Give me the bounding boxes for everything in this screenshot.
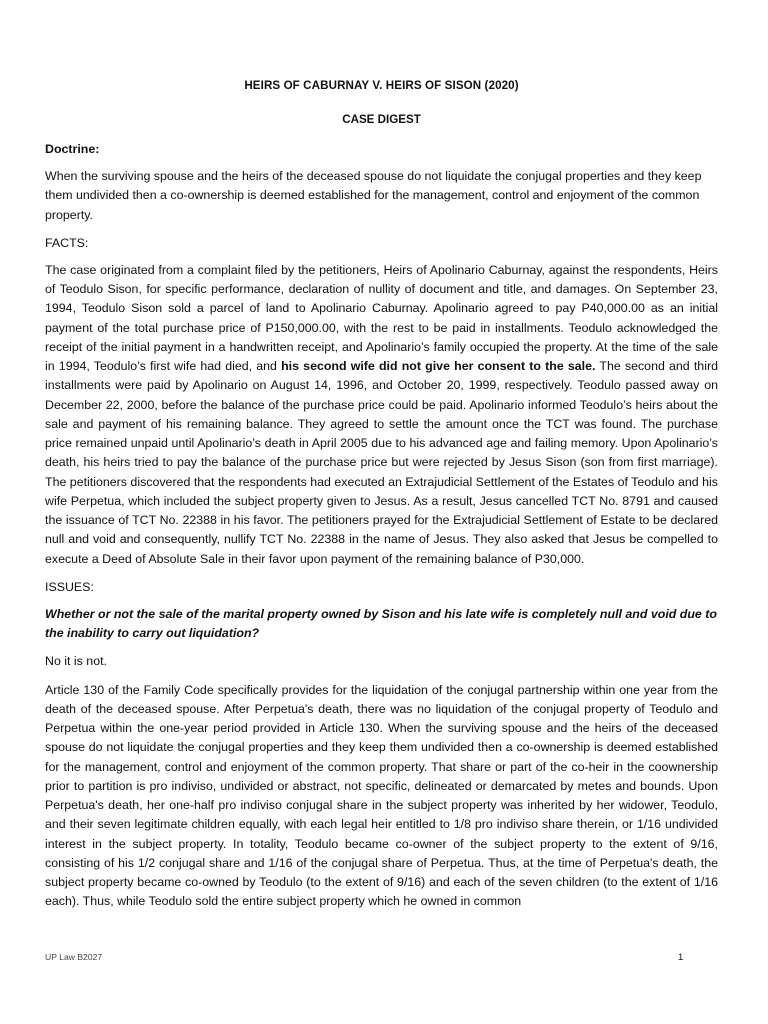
doctrine-heading: Doctrine: (45, 142, 100, 156)
ruling-paragraph: Article 130 of the Family Code specifically provides for the liquidation of the conjugal partnership within one year from the death of the deceased spouse. After Perpetua's death, there was no liquidation of the conjugal property of Teodulo and Perpetua within the one-year period provided in Article 130. When the surviving spouse and the heirs of the deceased spouse do not liquidate the conjugal properties and they keep them undivided then a co-ownership is deemed established for the management, control and enjoyment of the common property. That share or part of the co-heir in the coownership prior to partition is pro indiviso, undivided or abstract, not specific, delineated or demarcated by metes and bounds. Upon Perpetua's death, her one-half pro indiviso conjugal share in the subject property was inherited by her widower, Teodulo, and their seven legitimate children equally, with each legal heir entitled to 1/8 pro indiviso share therein, or 1/16 undivided interest in the subject property. In totality, Teodulo became co-owner of the subject property to the extent of 9/16, consisting of his 1/2 conjugal share and 1/16 of the conjugal share of Perpetua. Thus, at the time of Perpetua's death, the subject property became co-owned by Teodulo (to the extent of 9/16) and each of the seven children (to the extent of 1/16 each). Thus, while Teodulo sold the entire subject property which he owned in common (45, 682, 718, 909)
issue-question: Whether or not the sale of the marital property owned by Sison and his late wife is completely null and void due to the inability to carry out liquidation? (45, 606, 717, 640)
issue-answer: No it is not. (45, 654, 107, 669)
doctrine-text: When the surviving spouse and the heirs of the deceased spouse do not liquidate the conjugal properties and they keep them undivided then a co-ownership is deemed established for the management, control and enjoyment of the common property. (45, 169, 702, 222)
document-title: HEIRS OF CABURNAY V. HEIRS OF SISON (2020) (244, 79, 519, 92)
footer-label: UP Law B2027 (45, 952, 103, 962)
document-page (45, 78, 718, 921)
facts-label: FACTS: (45, 235, 89, 250)
facts-paragraph (45, 261, 718, 569)
facts-text-part1: The case originated from a complaint filed by the petitioners, Heirs of Apolinario Caburnay, against the respondents, Heirs of Teodulo Sison, for specific performance, declaration of nullity of document and title, and damages. On September 23, 1994, Teodulo Sison sold a parcel of land to Apolinario Caburnay. Apolinario agreed to pay P40,000.00 as an initial payment of the total purchase price of P150,000.00, with the rest to be paid in installments. Teodulo acknowledged the receipt of the initial payment in a handwritten receipt, and Apolinario’s family occupied the property. At the time of the sale in 1994, Teodulo’s first wife had died, and (45, 262, 718, 373)
facts-text-part2: The second and third installments were paid by Apolinario on August 14, 1996, and October 20, 1999, respectively. Teodulo passed away on December 22, 2000, before the balance of the purchase price could be paid. Apolinario informed Teodulo’s heirs about the sale and payment of his remaining balance. They agreed to settle the amount once the TCT was found. The purchase price remained unpaid until Apolinario’s death in April 2005 due to his advanced age and failing memory. Upon Apolinario’s death, his heirs tried to pay the balance of the purchase price but were rejected by Jesus Sison (son from first marriage). The petitioners discovered that the respondents had executed an Extrajudicial Settlement of the Estates of Teodulo and his wife Perpetua, which included the subject property given to Jesus. As a result, Jesus cancelled TCT No. 8791 and caused the issuance of TCT No. 22388 in his favor. The petitioners prayed for the Extrajudicial Settlement of Estate to be declared null and void and consequently, nullify TCT No. 22388 in the name of Jesus. They also asked that Jesus be compelled to execute a Deed of Absolute Sale in their favor upon payment of the remaining balance of P30,000. (45, 359, 718, 566)
document-subtitle: CASE DIGEST (342, 113, 421, 126)
issues-label: ISSUES: (45, 579, 94, 594)
page-number: 1 (678, 952, 684, 963)
facts-text-bold: his second wife did not give her consent to the sale. (281, 359, 596, 373)
